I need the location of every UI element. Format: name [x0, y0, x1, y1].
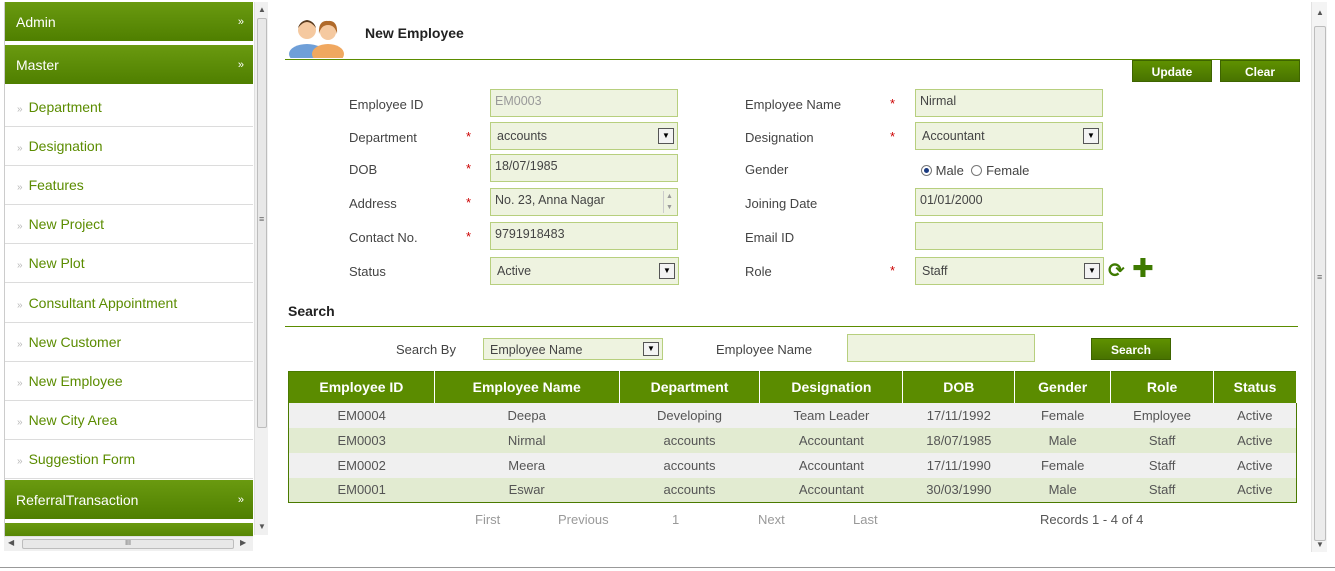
pager-page-number[interactable]: 1: [672, 512, 680, 527]
search-name-input[interactable]: [847, 334, 1035, 362]
sidebar-item-new-employee[interactable]: [5, 362, 253, 401]
sidebar-section-referral-transaction[interactable]: [5, 480, 253, 521]
bullet-icon: »: [17, 260, 23, 271]
table-cell: accounts: [619, 478, 760, 503]
status-select[interactable]: [490, 257, 679, 285]
required-marker: *: [466, 161, 472, 176]
sidebar-item-new-plot[interactable]: [5, 244, 253, 283]
required-marker: *: [890, 129, 896, 144]
bullet-icon: »: [17, 300, 23, 311]
sidebar-section-label: Master: [16, 57, 59, 73]
scrollbar-thumb[interactable]: [257, 18, 267, 428]
divider: [285, 326, 1298, 327]
table-cell: Accountant: [760, 428, 903, 453]
search-by-value: Employee Name: [490, 343, 583, 357]
employee-id-label: Employee ID: [349, 97, 424, 112]
divider: [0, 567, 1335, 568]
role-label: Role: [745, 264, 772, 279]
main-vertical-scrollbar[interactable]: [1311, 2, 1327, 552]
address-value: No. 23, Anna Nagar: [495, 193, 605, 207]
department-select[interactable]: [490, 122, 678, 150]
gender-label: Gender: [745, 162, 789, 177]
sidebar-vertical-scrollbar[interactable]: [254, 2, 268, 535]
main-panel: [270, 0, 1310, 560]
table-cell: Employee: [1111, 403, 1214, 428]
dob-field[interactable]: 18/07/1985: [490, 154, 678, 182]
table-cell: Meera: [434, 453, 619, 478]
sidebar-section-admin[interactable]: [5, 2, 253, 43]
table-cell: 30/03/1990: [903, 478, 1015, 503]
table-cell: Active: [1214, 403, 1297, 428]
sidebar-item-label: New Customer: [28, 334, 122, 350]
table-cell: 17/11/1992: [903, 403, 1015, 428]
add-icon[interactable]: ✚: [1132, 253, 1154, 283]
column-header[interactable]: Department: [619, 372, 760, 403]
scroll-up-icon[interactable]: ▲: [258, 5, 266, 14]
sidebar-item-consultant-appointment[interactable]: [5, 284, 253, 323]
scrollbar-thumb[interactable]: [22, 539, 234, 549]
table-row[interactable]: [289, 403, 1297, 428]
search-section-title: Search: [288, 303, 335, 319]
table-cell: 18/07/1985: [903, 428, 1015, 453]
textarea-scroll-icon[interactable]: ▲ ▼: [663, 191, 675, 213]
dob-label: DOB: [349, 162, 378, 177]
page-title: New Employee: [365, 25, 464, 41]
gender-male-label: Male: [935, 163, 964, 178]
joining-date-field[interactable]: 01/01/2000: [915, 188, 1103, 216]
pager-previous-link[interactable]: Previous: [558, 512, 609, 527]
grip-icon: ≡: [259, 214, 265, 224]
address-label: Address: [349, 196, 397, 211]
expand-icon[interactable]: »: [237, 59, 244, 71]
table-cell: Team Leader: [760, 403, 903, 428]
grip-icon: ≡: [1317, 272, 1323, 282]
table-cell: Active: [1214, 453, 1297, 478]
gender-radio-group: [921, 163, 1029, 178]
table-cell: Developing: [619, 403, 760, 428]
sidebar-section-next: [5, 523, 253, 537]
required-marker: *: [466, 229, 472, 244]
sidebar-item-label: New City Area: [28, 412, 118, 428]
pager-first-link[interactable]: First: [475, 512, 501, 527]
department-value: accounts: [497, 129, 548, 143]
designation-label: Designation: [745, 130, 814, 145]
scroll-down-icon[interactable]: ▼: [258, 522, 266, 531]
scrollbar-thumb[interactable]: [1314, 26, 1326, 541]
sidebar-item-department[interactable]: [5, 88, 253, 127]
table-row[interactable]: [289, 478, 1297, 503]
expand-icon[interactable]: »: [237, 494, 244, 506]
refresh-icon[interactable]: ⟳: [1108, 260, 1125, 282]
pager-last-link[interactable]: Last: [853, 512, 878, 527]
bullet-icon: »: [17, 143, 23, 154]
required-marker: *: [466, 129, 472, 144]
sidebar-item-new-project[interactable]: [5, 205, 253, 244]
scroll-up-icon[interactable]: ▲: [1316, 8, 1324, 17]
scroll-down-icon[interactable]: ▼: [1316, 540, 1324, 549]
designation-select[interactable]: [915, 122, 1103, 150]
update-button[interactable]: Update: [1132, 60, 1212, 82]
employee-name-field[interactable]: Nirmal: [915, 89, 1103, 117]
chevron-down-icon[interactable]: ▼: [643, 342, 659, 356]
column-header[interactable]: Status: [1214, 372, 1297, 403]
table-cell: Staff: [1111, 453, 1214, 478]
records-count: Records 1 - 4 of 4: [1040, 512, 1144, 527]
contact-no-field[interactable]: 9791918483: [490, 222, 678, 250]
table-cell: Accountant: [760, 453, 903, 478]
bullet-icon: »: [17, 378, 23, 389]
joining-date-label: Joining Date: [745, 196, 818, 211]
status-value: Active: [497, 264, 532, 278]
bullet-icon: »: [17, 182, 23, 193]
bullet-icon: »: [17, 417, 23, 428]
gender-female-label: Female: [986, 163, 1030, 178]
chevron-down-icon[interactable]: ▼: [659, 263, 675, 279]
employee-id-field[interactable]: EM0003: [490, 89, 678, 117]
table-cell: EM0004: [289, 403, 435, 428]
sidebar-horizontal-scrollbar[interactable]: [4, 536, 253, 551]
search-button[interactable]: Search: [1091, 338, 1171, 360]
table-cell: Staff: [1111, 428, 1214, 453]
department-label: Department: [349, 130, 417, 145]
column-header[interactable]: Employee ID: [289, 372, 435, 403]
table-cell: 17/11/1990: [903, 453, 1015, 478]
chevron-down-icon[interactable]: ▼: [658, 128, 674, 144]
scroll-left-icon[interactable]: ◀: [8, 538, 15, 547]
bullet-icon: »: [17, 339, 23, 350]
sidebar: [4, 2, 253, 537]
chevron-down-icon[interactable]: ▼: [1084, 263, 1100, 279]
sidebar-item-new-city-area[interactable]: [5, 401, 253, 440]
sidebar-item-new-customer[interactable]: [5, 323, 253, 362]
table-cell: Male: [1015, 428, 1111, 453]
designation-value: Accountant: [922, 129, 985, 143]
table-cell: accounts: [619, 428, 760, 453]
scroll-right-icon[interactable]: ▶: [240, 538, 247, 547]
sidebar-item-suggestion-form[interactable]: [5, 440, 253, 479]
sidebar-item-label: Suggestion Form: [28, 451, 136, 467]
sidebar-section-label: ReferralTransaction: [16, 492, 139, 508]
pager-next-link[interactable]: Next: [758, 512, 785, 527]
sidebar-item-label: Designation: [28, 138, 103, 154]
column-header[interactable]: Employee Name: [434, 372, 619, 403]
column-header[interactable]: Role: [1111, 372, 1214, 403]
address-textarea[interactable]: [490, 188, 678, 216]
table-cell: EM0002: [289, 453, 435, 478]
employee-table: [288, 371, 1297, 503]
required-marker: *: [466, 195, 472, 210]
search-name-label: Employee Name: [716, 342, 813, 357]
sidebar-section-master[interactable]: [5, 45, 253, 86]
sidebar-item-label: New Plot: [28, 255, 85, 271]
search-by-select[interactable]: [483, 338, 663, 360]
column-header[interactable]: Designation: [760, 372, 903, 403]
sidebar-item-label: Consultant Appointment: [28, 295, 178, 311]
contact-no-label: Contact No.: [349, 230, 418, 245]
role-select[interactable]: [915, 257, 1104, 285]
sidebar-item-label: New Project: [28, 216, 105, 232]
sidebar-item-features[interactable]: [5, 166, 253, 205]
table-row[interactable]: [289, 453, 1297, 478]
gender-male-radio[interactable]: [921, 165, 932, 176]
table-cell: accounts: [619, 453, 760, 478]
table-cell: Staff: [1111, 478, 1214, 503]
search-by-label: Search By: [396, 342, 456, 357]
chevron-down-icon[interactable]: ▼: [1083, 128, 1099, 144]
required-marker: *: [890, 263, 896, 278]
table-row[interactable]: [289, 428, 1297, 453]
email-id-label: Email ID: [745, 230, 795, 245]
table-cell: Deepa: [434, 403, 619, 428]
column-header[interactable]: Gender: [1015, 372, 1111, 403]
sidebar-item-label: Features: [28, 177, 84, 193]
table-cell: EM0001: [289, 478, 435, 503]
gender-female-radio[interactable]: [971, 165, 982, 176]
sidebar-item-label: New Employee: [28, 373, 123, 389]
expand-icon[interactable]: »: [237, 16, 244, 28]
table-cell: Eswar: [434, 478, 619, 503]
users-icon: [288, 10, 346, 58]
table-cell: Active: [1214, 478, 1297, 503]
employee-name-label: Employee Name: [745, 97, 842, 112]
email-id-field[interactable]: [915, 222, 1103, 250]
table-cell: Nirmal: [434, 428, 619, 453]
clear-button[interactable]: Clear: [1220, 60, 1300, 82]
status-label: Status: [349, 264, 386, 279]
table-cell: Female: [1015, 403, 1111, 428]
bullet-icon: »: [17, 456, 23, 467]
table-cell: Active: [1214, 428, 1297, 453]
table-cell: EM0003: [289, 428, 435, 453]
table-cell: Accountant: [760, 478, 903, 503]
sidebar-item-label: Department: [28, 99, 102, 115]
grip-icon: III: [125, 540, 131, 547]
table-header-row: [289, 372, 1297, 403]
table-cell: Male: [1015, 478, 1111, 503]
bullet-icon: »: [17, 221, 23, 232]
role-value: Staff: [922, 264, 948, 278]
sidebar-section-label: Admin: [16, 14, 56, 30]
required-marker: *: [890, 96, 896, 111]
sidebar-item-designation[interactable]: [5, 127, 253, 166]
column-header[interactable]: DOB: [903, 372, 1015, 403]
table-cell: Female: [1015, 453, 1111, 478]
bullet-icon: »: [17, 104, 23, 115]
